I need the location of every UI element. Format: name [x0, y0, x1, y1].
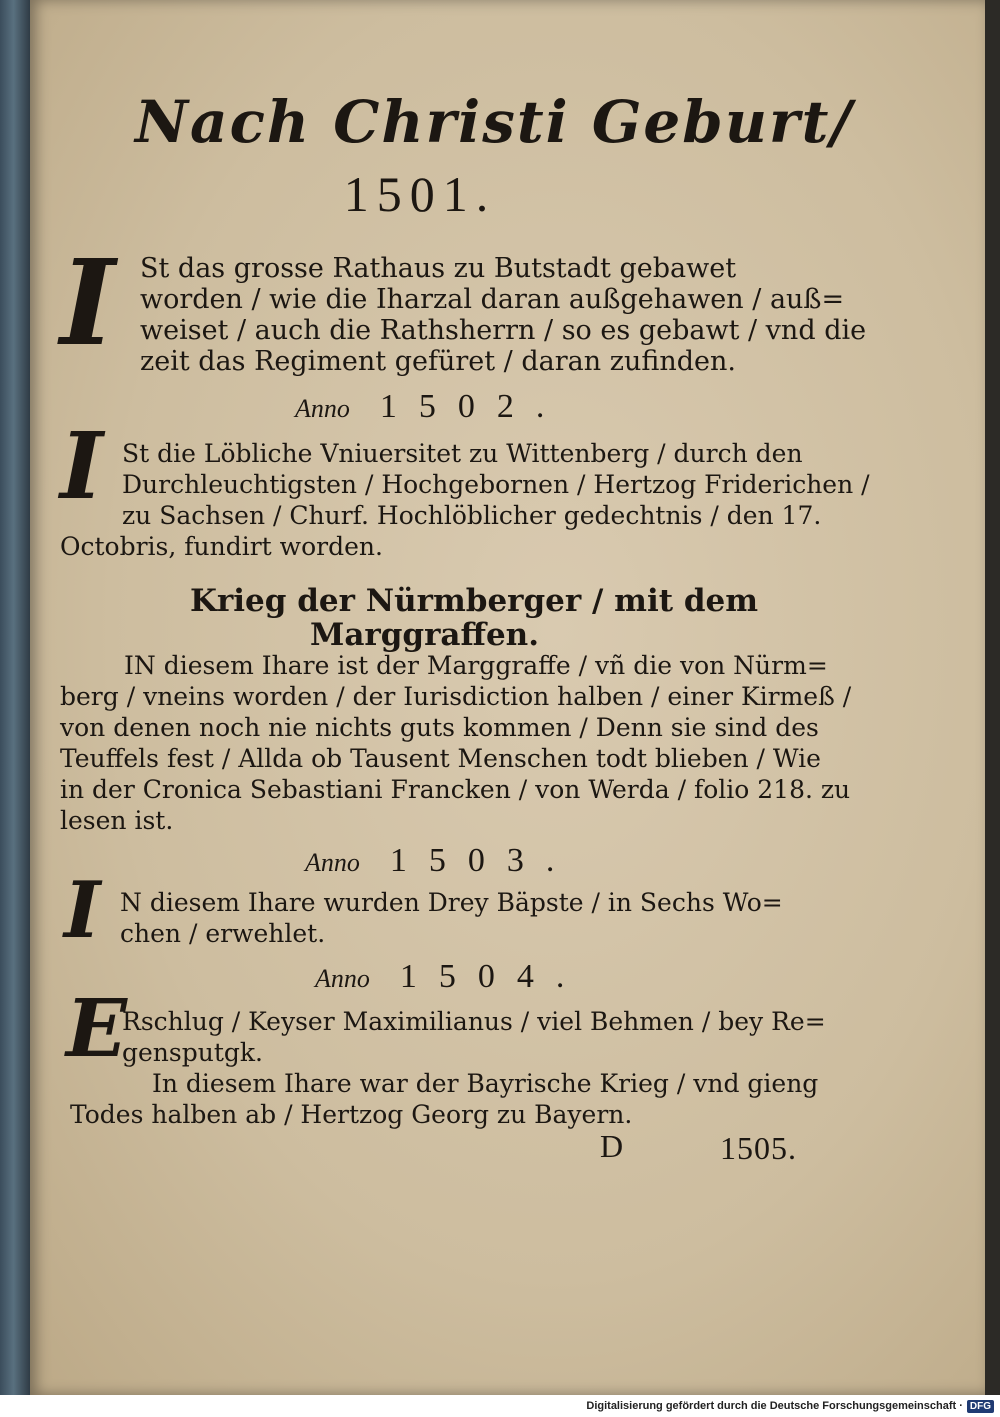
page-heading: Nach Christi Geburt/ [135, 88, 854, 156]
entry-krieg-line: Teuffels fest / Allda ob Tausent Menschen todt blieben / Wie [60, 744, 821, 773]
book-cover-edge [0, 0, 30, 1395]
entry-krieg-line: in der Cronica Sebastiani Francken / von Werda / folio 218. zu [60, 775, 851, 804]
entry-krieg-line: von denen noch nie nichts guts kommen / Denn sie sind des [60, 713, 819, 742]
entry-1501-line: St das grosse Rathaus zu Butstadt gebawet [140, 253, 737, 284]
entry-1504-text [70, 1006, 826, 1130]
entry-1503-line: N diesem Ihare wurden Drey Bäpste / in Sechs Wo= [120, 888, 783, 917]
entry-krieg-line: lesen ist. [60, 806, 174, 835]
anno-1503 [305, 842, 576, 880]
entry-1501-line: weiset / auch die Rathsherrn / so es gebawt / vnd die [140, 315, 867, 346]
section-title: Krieg der Nürmberger / mit dem [190, 583, 759, 619]
footer-credit: Digitalisierung gefördert durch die Deutsche Forschungsgemeinschaft · [586, 1400, 963, 1412]
entry-1502-line: Octobris, fundirt worden. [60, 532, 383, 561]
anno-year: 1503. [389, 842, 577, 879]
anno-year: 1504. [399, 958, 587, 995]
entry-1503-text [120, 887, 783, 949]
entry-1502-line: St die Löbliche Vniuersitet zu Wittenberg / durch den [122, 439, 803, 468]
entry-1501-text [140, 253, 866, 377]
entry-1504-line: Rschlug / Keyser Maximilianus / viel Behmen / bey Re= [122, 1007, 826, 1036]
anno-label: Anno [315, 964, 370, 993]
footer-bar [0, 1395, 1000, 1417]
entry-krieg-line: IN diesem Ihare ist der Marggraffe / vñ die von Nürm= [124, 651, 828, 680]
anno-label: Anno [305, 848, 360, 877]
drop-cap-1504: E [66, 981, 127, 1075]
dfg-logo: DFG [967, 1400, 994, 1413]
entry-1501-line: zeit das Regiment gefüret / daran zufinden. [140, 346, 736, 377]
entry-1504-line: Todes halben ab / Hertzog Georg zu Bayern. [70, 1100, 633, 1129]
entry-1504-line: gensputgk. [122, 1038, 263, 1067]
drop-cap-1501: I [60, 233, 116, 372]
anno-label: Anno [295, 394, 350, 423]
anno-1504 [315, 958, 586, 996]
entry-1503-line: chen / erwehlet. [120, 919, 326, 948]
catchword: 1505. [720, 1130, 797, 1166]
entry-1502-text [60, 438, 870, 562]
anno-year: 1502. [379, 388, 567, 425]
heading-year: 1501. [343, 166, 497, 222]
anno-1502 [295, 388, 566, 426]
entry-1502-line: Durchleuchtigsten / Hochgebornen / Hertzog Friderichen / [122, 470, 870, 499]
section-title-continued: Marggraffen. [310, 617, 540, 653]
entry-krieg-line: berg / vneins worden / der Iurisdiction halben / einer Kirmeß / [60, 682, 852, 711]
entry-1502-line: zu Sachsen / Churf. Hochlöblicher gedechtnis / den 17. [122, 501, 822, 530]
signature-mark: D [600, 1128, 624, 1164]
entry-1501-line: worden / wie die Iharzal daran außgehawen / auß= [140, 284, 845, 315]
book-page [30, 0, 985, 1395]
drop-cap-1502: I [60, 412, 104, 520]
drop-cap-1503: I [64, 865, 101, 956]
entry-1504-line: In diesem Ihare war der Bayrische Krieg / vnd gieng [152, 1069, 819, 1098]
entry-krieg-text [60, 650, 851, 836]
